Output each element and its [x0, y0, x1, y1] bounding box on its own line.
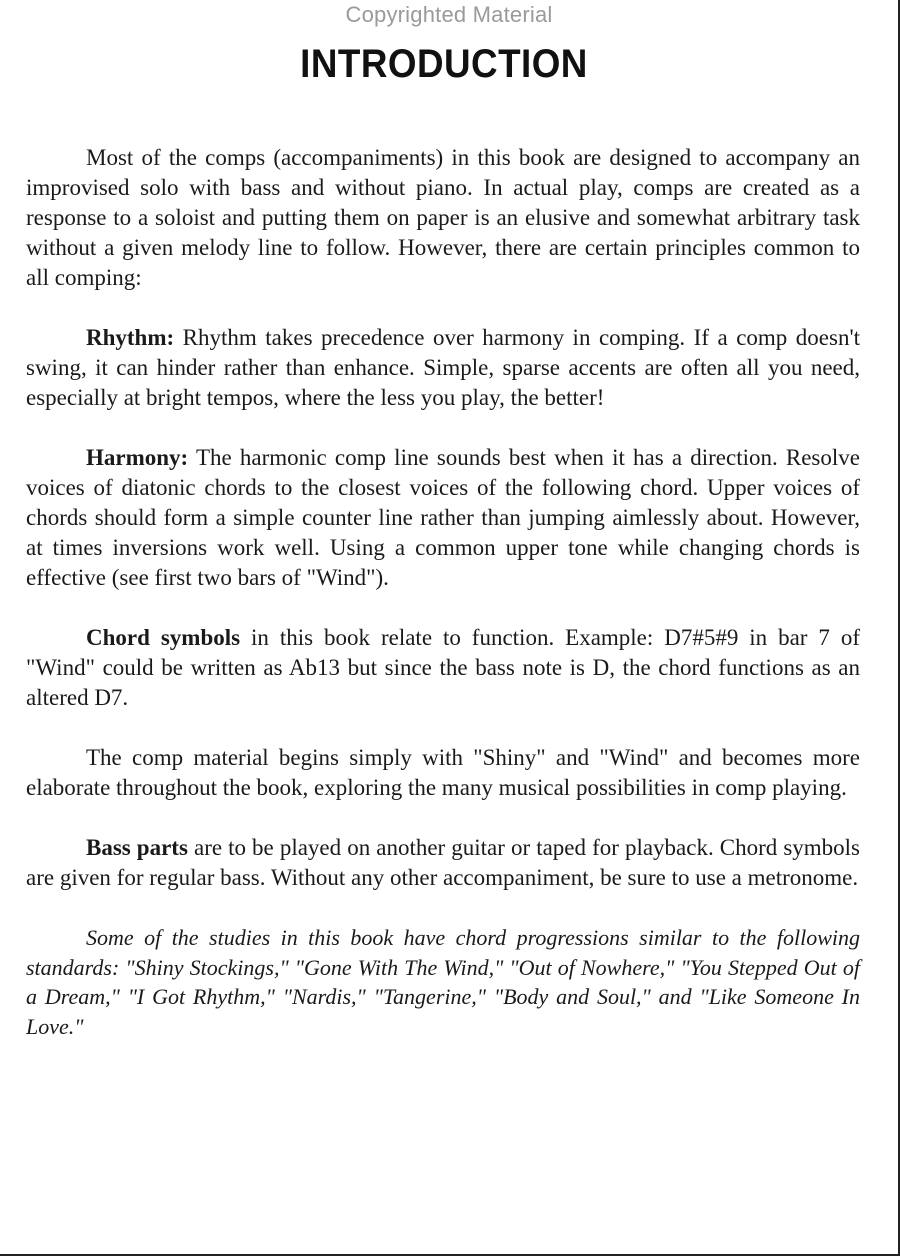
- body-text: [26, 143, 860, 1071]
- harmony-heading: Harmony:: [86, 445, 189, 470]
- paragraph-chord-symbols: [26, 623, 860, 713]
- paragraph-harmony: [26, 443, 860, 593]
- page-title: INTRODUCTION: [300, 42, 588, 86]
- chord-symbols-text: in this book relate to function. Example: D7#5#9 in bar 7 of "Wind" could be written as Ab13 but since the bass note is D, the chord functions as an altered D7.: [26, 625, 860, 710]
- chord-symbols-heading: Chord symbols: [86, 625, 241, 650]
- paragraph-standards: Some of the studies in this book have chord progressions similar to the following standards: "Shiny Stockings," "Gone With The Wind," "Out of Nowhere," "You Stepped Out of a Dream," "I Got Rhythm," "Nardis," "Tangerine," "Body and Soul," and "Like Someone In Love.": [26, 925, 860, 1039]
- bass-parts-text: are to be played on another guitar or taped for playback. Chord symbols are given for regular bass. Without any other accompaniment, be sure to use a metronome.: [26, 835, 861, 890]
- paragraph-comp-material: The comp material begins simply with "Shiny" and "Wind" and becomes more elaborate throughout the book, exploring the many musical possibilities in comp playing.: [26, 745, 860, 800]
- paragraph-bass-parts: [26, 833, 860, 893]
- rhythm-heading: Rhythm:: [86, 325, 175, 350]
- paragraph-rhythm: [26, 323, 860, 413]
- paragraph-intro: Most of the comps (accompaniments) in this book are designed to accompany an improvised solo with bass and without piano. In actual play, comps are created as a response to a soloist and putting them on paper is an elusive and somewhat arbitrary task without a given melody line to follow. However, there are certain principles common to all comping:: [26, 145, 860, 290]
- copyright-watermark: Copyrighted Material: [345, 2, 553, 27]
- harmony-text: The harmonic comp line sounds best when it has a direction. Resolve voices of diatonic chords to the closest voices of the following chord. Upper voices of chords should form a simple counter line rather than jumping aimlessly about. However, at times inversions work well. Using a common upper tone while changing chords is effective (see first two bars of "Wind").: [26, 445, 860, 590]
- bass-parts-heading: Bass parts: [86, 835, 188, 860]
- rhythm-text: Rhythm takes precedence over harmony in comping. If a comp doesn't swing, it can hinder rather than enhance. Simple, sparse accents are often all you need, especially at bright tempos, where the less you play, the better!: [26, 325, 860, 410]
